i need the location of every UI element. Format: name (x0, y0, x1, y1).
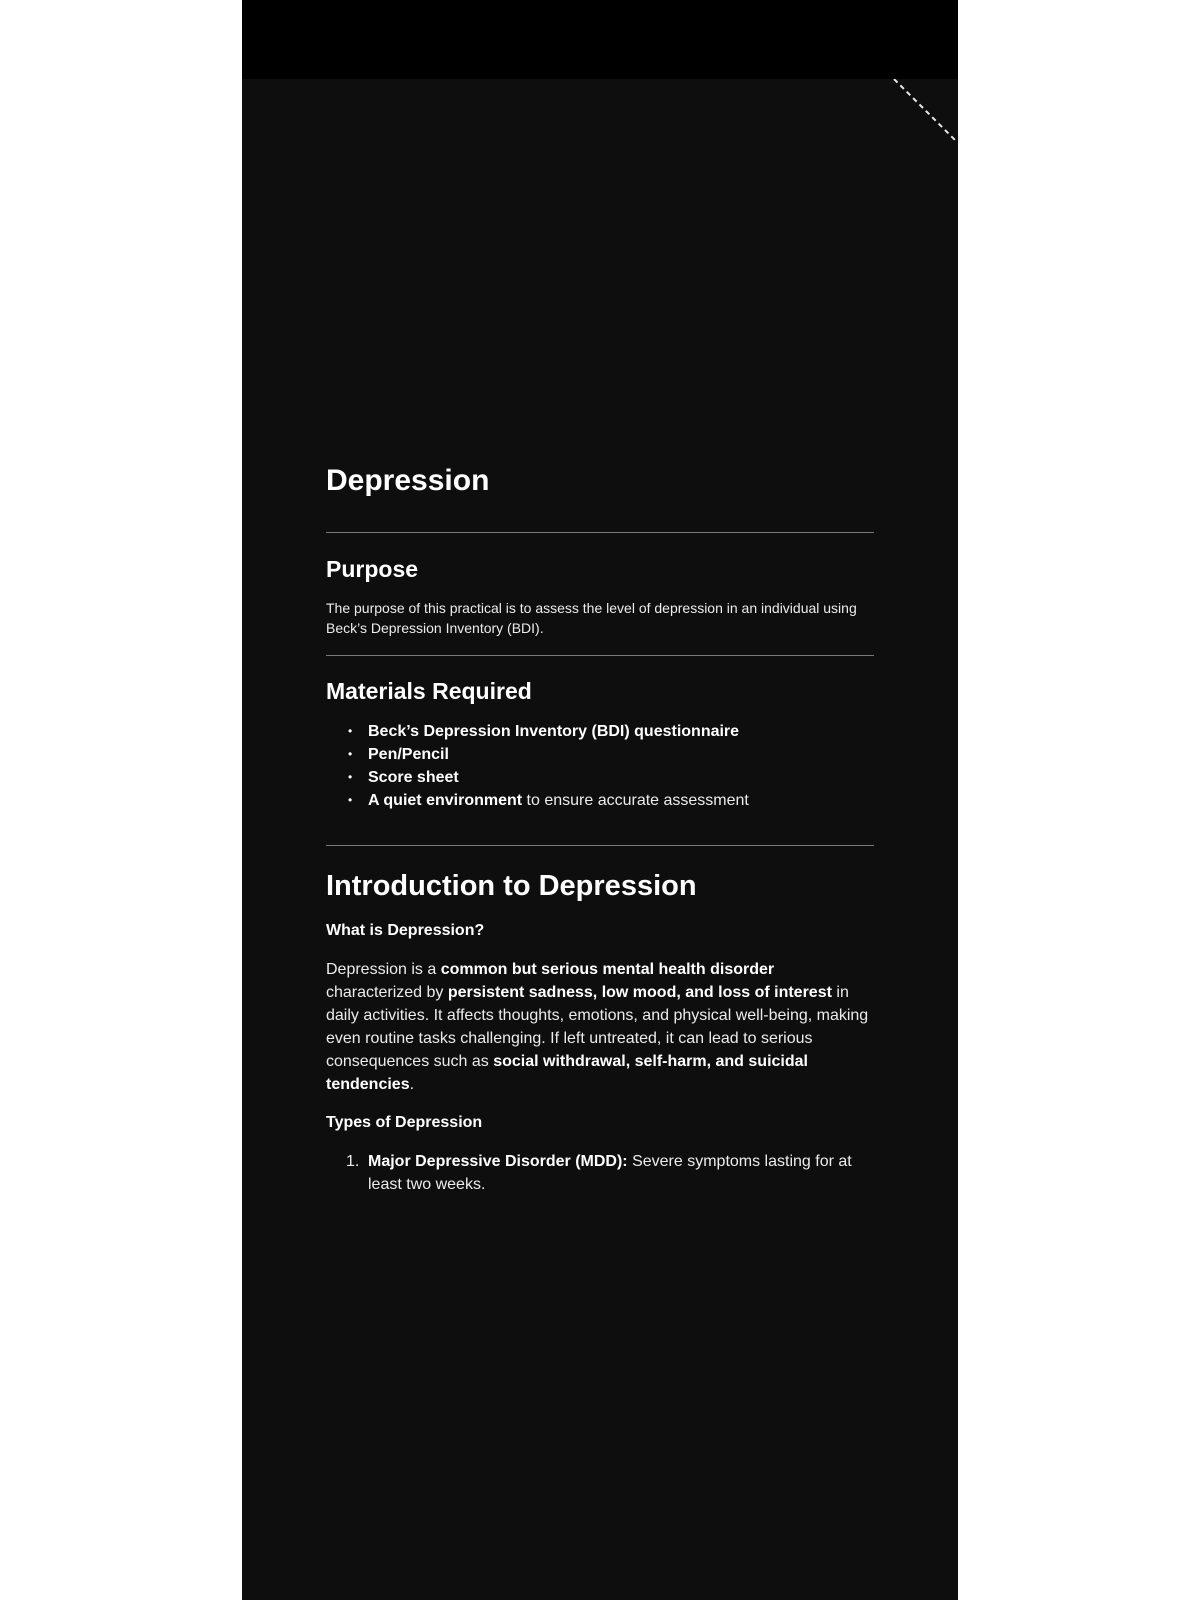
introduction-paragraph: Depression is a common but serious mental health disorder characterized by persistent sadness, low mood, and loss of interest in daily activities. It affects thoughts, emotions, and physical well-being, making even routine tasks challenging. If left untreated, it can lead to serious consequences such as social withdrawal, self-harm, and suicidal tendencies. (326, 961, 869, 1093)
top-bar (242, 0, 958, 79)
materials-list (326, 720, 874, 812)
purpose-text: The purpose of this practical is to assess the level of depression in an individual using Beck’s Depression Inventory (BDI). (326, 600, 857, 636)
list-item: • Pen/Pencil (368, 743, 874, 766)
section-divider (326, 532, 874, 533)
list-item: • Score sheet (368, 766, 874, 789)
what-is-depression-heading: What is Depression? (326, 922, 485, 939)
materials-heading: Materials Required (326, 678, 532, 704)
document-content (326, 462, 874, 1196)
list-item: • A quiet environment to ensure accurate assessment (368, 789, 874, 812)
section-divider (326, 845, 874, 846)
purpose-heading: Purpose (326, 556, 419, 582)
section-divider (326, 655, 874, 656)
introduction-heading: Introduction to Depression (326, 870, 697, 902)
types-list (326, 1150, 874, 1196)
page-fold-corner-icon (892, 79, 958, 143)
types-heading: Types of Depression (326, 1114, 483, 1131)
document-page (242, 0, 958, 1600)
list-item: • Beck’s Depression Inventory (BDI) questionnaire (368, 720, 874, 743)
list-item: 1. Major Depressive Disorder (MDD): Severe symptoms lasting for at least two weeks. (346, 1153, 852, 1193)
document-title: Depression (326, 464, 490, 497)
